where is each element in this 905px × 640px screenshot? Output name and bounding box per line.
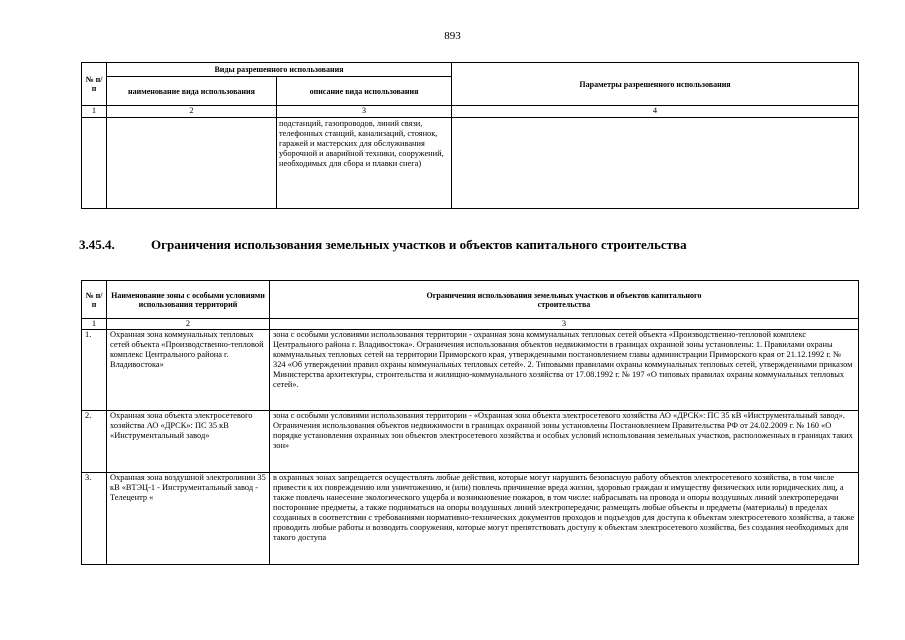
section-number: 3.45.4. xyxy=(79,237,115,252)
restrictions-table xyxy=(81,280,859,565)
table-row-no: 2. xyxy=(82,411,107,473)
page-number: 893 xyxy=(444,30,461,42)
col-number: 2 xyxy=(107,319,270,330)
col-number: 1 xyxy=(82,106,107,118)
row-params xyxy=(452,118,859,209)
section-heading xyxy=(79,237,687,253)
header-limits: Ограничения использования земельных участков и объектов капитального строительства xyxy=(270,281,859,319)
row-name xyxy=(107,118,277,209)
col-number: 4 xyxy=(452,106,859,118)
row-no xyxy=(82,118,107,209)
table-row-zone: Охранная зона коммунальных тепловых сетей объекта «Производственно-тепловой комплекс Центрального района г. Владивостока» xyxy=(107,330,270,411)
col-number: 2 xyxy=(107,106,277,118)
table-row-text: зона с особыми условиями использования территории - «Охранная зона объекта электросетевого хозяйства АО «ДРСК»: ПС 35 кВ «Инструментальный завод». Ограничения использования объектов недвижимости в границах охранной зоны установлены Постановлением Правительства РФ от 24.02.2009 г. № 160 «О порядке установления охранных зон объектов электросетевого хозяйства и особых условий использования земельных участков, расположенных в границах таких зон» xyxy=(270,411,859,473)
col-number: 3 xyxy=(270,319,859,330)
table-row-text: в охранных зонах запрещается осуществлять любые действия, которые могут нарушить безопасную работу объектов электросетевого хозяйства, в том числе привести к их повреждению или уничтожению, и (или) повлечь причинение вреда жизни, здоровью граждан и имуществу физических или юридических лиц, а также повлечь нанесение экологического ущерба и возникновение пожаров, в том числе: набрасывать на провода и опоры воздушных линий электропередачи посторонние предметы, а также подниматься на опоры воздушных линий электропередачи; размещать любые объекты и предметы (материалы) в пределах созданных в соответствии с требованиями нормативно-технических документов проходов и подъездов для доступа к объектам электросетевого хозяйства, а также проводить любые работы и возводить сооружения, которые могут препятствовать доступу к объектам электросетевого хозяйства, без создания необходимых для такого доступа xyxy=(270,473,859,565)
row-desc: подстанций, газопроводов, линий связи, телефонных станций, канализаций, стоянок, гаражей и мастерских для обслуживания уборочной и аварийной техники, сооружений, необходимых для сбора и плавки снега) xyxy=(277,118,452,209)
header-zone: Наименование зоны с особыми условиями использования территорий xyxy=(107,281,270,319)
table-row-no: 1. xyxy=(82,330,107,411)
table-row-no: 3. xyxy=(82,473,107,565)
section-title: Ограничения использования земельных участков и объектов капитального строительства xyxy=(151,237,687,252)
table-row-text: зона с особыми условиями использования территории - охранная зона коммунальных тепловых сетей объекта «Производственно-тепловой комплекс Центрального района г. Владивостока». Ограничения использования объектов недвижимости в границах охранной зоны установлены: 1. Правилами охраны коммунальных тепловых сетей на территории Приморского края, утвержденными постановлением главы администрации Приморского края от 21.12.1992 г. № 324 «Об утверждении правил охраны коммунальных тепловых сетей». 2. Типовыми правилами охраны коммунальных тепловых сетей, утвержденными приказом Министерства архитектуры, строительства и жилищно-коммунального хозяйства от 17.08.1992 г. № 197 «О типовых правилах охраны коммунальных тепловых сетей». xyxy=(270,330,859,411)
col-number: 1 xyxy=(82,319,107,330)
permitted-use-table xyxy=(81,62,859,209)
col-number: 3 xyxy=(277,106,452,118)
header-no: № п/п xyxy=(82,63,107,106)
header-name: наименование вида использования xyxy=(107,77,277,106)
header-params: Параметры разрешенного использования xyxy=(452,63,859,106)
header-no: № п/п xyxy=(82,281,107,319)
header-desc: описание вида использования xyxy=(277,77,452,106)
header-types-group: Виды разрешенного использования xyxy=(107,63,452,77)
table-row-zone: Охранная зона воздушной электролинии 35 кВ «ВТЭЦ-1 - Инструментальный завод - Телецентр « xyxy=(107,473,270,565)
table-row-zone: Охранная зона объекта электросетевого хозяйства АО «ДРСК»: ПС 35 кВ «Инструментальный завод» xyxy=(107,411,270,473)
